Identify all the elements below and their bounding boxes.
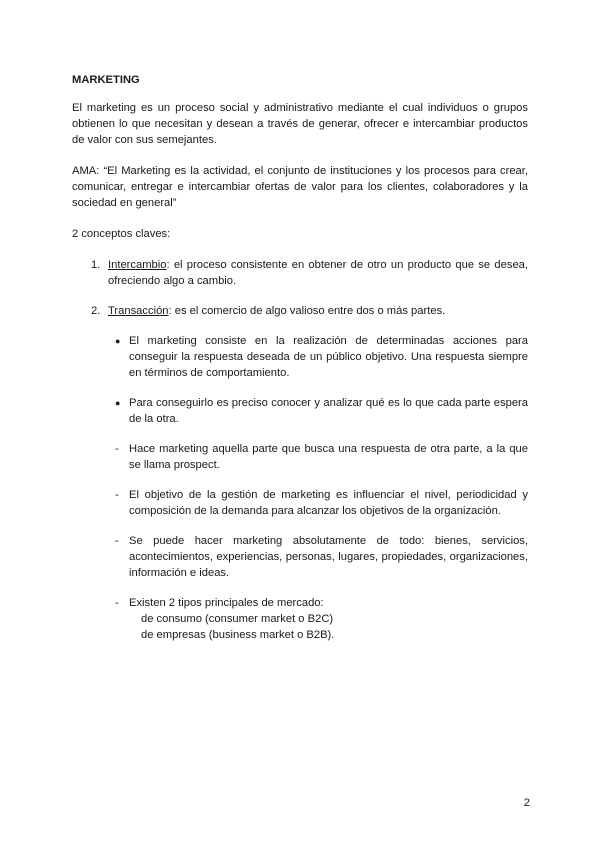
market-types-item — [72, 595, 528, 643]
consumer-market-line: de consumo (consumer market o B2C) — [141, 613, 334, 625]
business-market-line: de empresas (business market o B2B). — [141, 629, 335, 641]
bullet-item — [72, 395, 528, 427]
dash-text: Hace marketing aquella parte que busca una respuesta de otra parte, a la que se llama prospect. — [129, 443, 528, 471]
detail-list — [72, 333, 528, 643]
concept-definition: : es el comercio de algo valioso entre dos o más partes. — [168, 305, 446, 317]
concept-term: Transacción — [108, 305, 169, 317]
ama-quote-paragraph: AMA: “El Marketing es la actividad, el conjunto de instituciones y los procesos para crear, comunicar, entregar e intercambiar ofertas de valor para los clientes, colaboradores y la sociedad en general” — [72, 165, 528, 209]
bullet-text: El marketing consiste en la realización de determinadas acciones para conseguir la respuesta deseada de un público objetivo. Una respuesta siempre en términos de comportamiento. — [129, 335, 528, 379]
dash-icon: - — [115, 443, 119, 455]
definition-paragraph: El marketing es un proceso social y administrativo mediante el cual individuos o grupos obtienen lo que necesitan y desean a través de generar, ofrecer e intercambiar productos de valor con sus semejantes. — [72, 102, 528, 146]
concept-term: Intercambio — [108, 259, 167, 271]
dash-item — [72, 441, 528, 473]
bullet-icon: ● — [115, 398, 121, 408]
concepts-intro: 2 conceptos claves: — [72, 228, 171, 240]
bullet-item — [72, 333, 528, 381]
page-number: 2 — [523, 797, 530, 809]
concept-definition: : el proceso consistente en obtener de otro un producto que se desea, ofreciendo algo a cambio. — [108, 259, 528, 287]
list-number: 1. — [91, 259, 101, 271]
dash-icon: - — [115, 597, 119, 609]
dash-item — [72, 487, 528, 519]
dash-text: Se puede hacer marketing absolutamente de todo: bienes, servicios, acontecimientos, experiencias, personas, lugares, propiedades, organizaciones, información e ideas. — [129, 535, 528, 579]
concept-item-intercambio — [72, 257, 528, 289]
page-title: MARKETING — [72, 74, 140, 86]
bullet-icon: ● — [115, 336, 121, 346]
concept-item-transaccion — [72, 303, 528, 319]
dash-item — [72, 533, 528, 581]
bullet-text: Para conseguirlo es preciso conocer y analizar qué es lo que cada parte espera de la otra. — [129, 397, 528, 425]
dash-text: El objetivo de la gestión de marketing es influenciar el nivel, periodicidad y composición de la demanda para alcanzar los objetivos de la organización. — [129, 489, 528, 517]
market-types-intro: Existen 2 tipos principales de mercado: — [129, 597, 324, 609]
list-number: 2. — [91, 305, 101, 317]
dash-icon: - — [115, 535, 119, 547]
dash-icon: - — [115, 489, 119, 501]
document-page — [72, 72, 528, 657]
concepts-list — [72, 257, 528, 319]
